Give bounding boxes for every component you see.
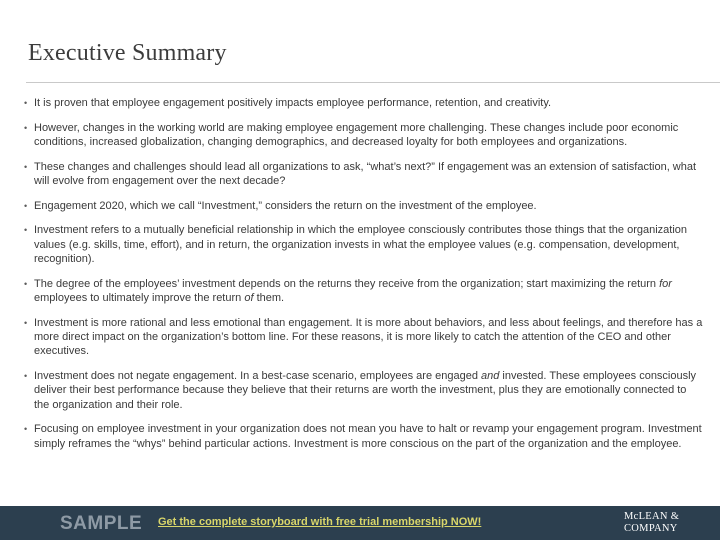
bullet-emphasis: and xyxy=(481,370,500,382)
bullet-text: invested. These employees consciously deliver their best performance because they believe that their returns are worth the investment, plus they are emotionally connected to the organization and their role. xyxy=(34,370,697,411)
bullet-list xyxy=(24,96,704,461)
bullet-text: Investment is more rational and less emotional than engagement. It is more about behaviors, and less about feelings, and therefore has a more direct impact on the organization’s bottom line. For these reasons, it is more likely to catch the attention of the CEO and other executives. xyxy=(34,316,703,358)
bullet-item xyxy=(24,223,704,266)
bullet-item xyxy=(24,199,704,213)
bullet-item xyxy=(24,369,704,412)
logo-line-2: COMPANY xyxy=(624,522,678,534)
bullet-item xyxy=(24,160,704,189)
trial-membership-link[interactable]: Get the complete storyboard with free trial membership NOW! xyxy=(158,516,482,528)
bullet-item xyxy=(24,422,704,451)
bullet-item xyxy=(24,316,704,359)
footer-banner xyxy=(0,506,720,540)
bullet-text: Investment does not negate engagement. In a best-case scenario, employees are engaged xyxy=(34,370,482,382)
bullet-text: It is proven that employee engagement positively impacts employee performance, retention, and creativity. xyxy=(34,97,552,109)
bullet-item xyxy=(24,96,704,110)
title-divider xyxy=(26,82,720,83)
bullet-text: However, changes in the working world are making employee engagement more challenging. These changes include poor economic conditions, increased globalization, changing demographics, and decreased loyalty for both employees and organizations. xyxy=(34,121,679,148)
bullet-text: Engagement 2020, which we call “Investment,” considers the return on the investment of the employee. xyxy=(34,199,537,212)
bullet-text: Investment refers to a mutually beneficial relationship in which the employee consciously contributes those things that the organization values (e.g. skills, time, effort), and in return, the organization invests in what the employee values (e.g. compensation, development, recognition). xyxy=(34,224,688,265)
logo-line-1: McLEAN & xyxy=(624,511,680,522)
bullet-item xyxy=(24,121,704,150)
bullet-text: These changes and challenges should lead all organizations to ask, “what’s next?” If engagement was an extension of satisfaction, what will evolve from engagement over the next decade? xyxy=(34,160,697,187)
bullet-item xyxy=(24,277,704,306)
mclean-company-logo xyxy=(624,511,694,534)
bullet-text: them. xyxy=(253,292,285,304)
bullet-text: Focusing on employee investment in your organization does not mean you have to halt or revamp your engagement program. Investment simply reframes the “whys” behind particular actions. Investment is more conscious on the part of the organization and the employee. xyxy=(34,423,702,450)
bullet-text: The degree of the employees’ investment depends on the returns they receive from the organization; start maximizing the return xyxy=(34,277,660,290)
sample-label: SAMPLE xyxy=(60,513,143,534)
bullet-emphasis: of xyxy=(244,292,254,304)
bullet-emphasis: for xyxy=(659,277,672,290)
page-title: Executive Summary xyxy=(28,40,227,66)
bullet-text: employees to ultimately improve the return xyxy=(34,292,245,304)
